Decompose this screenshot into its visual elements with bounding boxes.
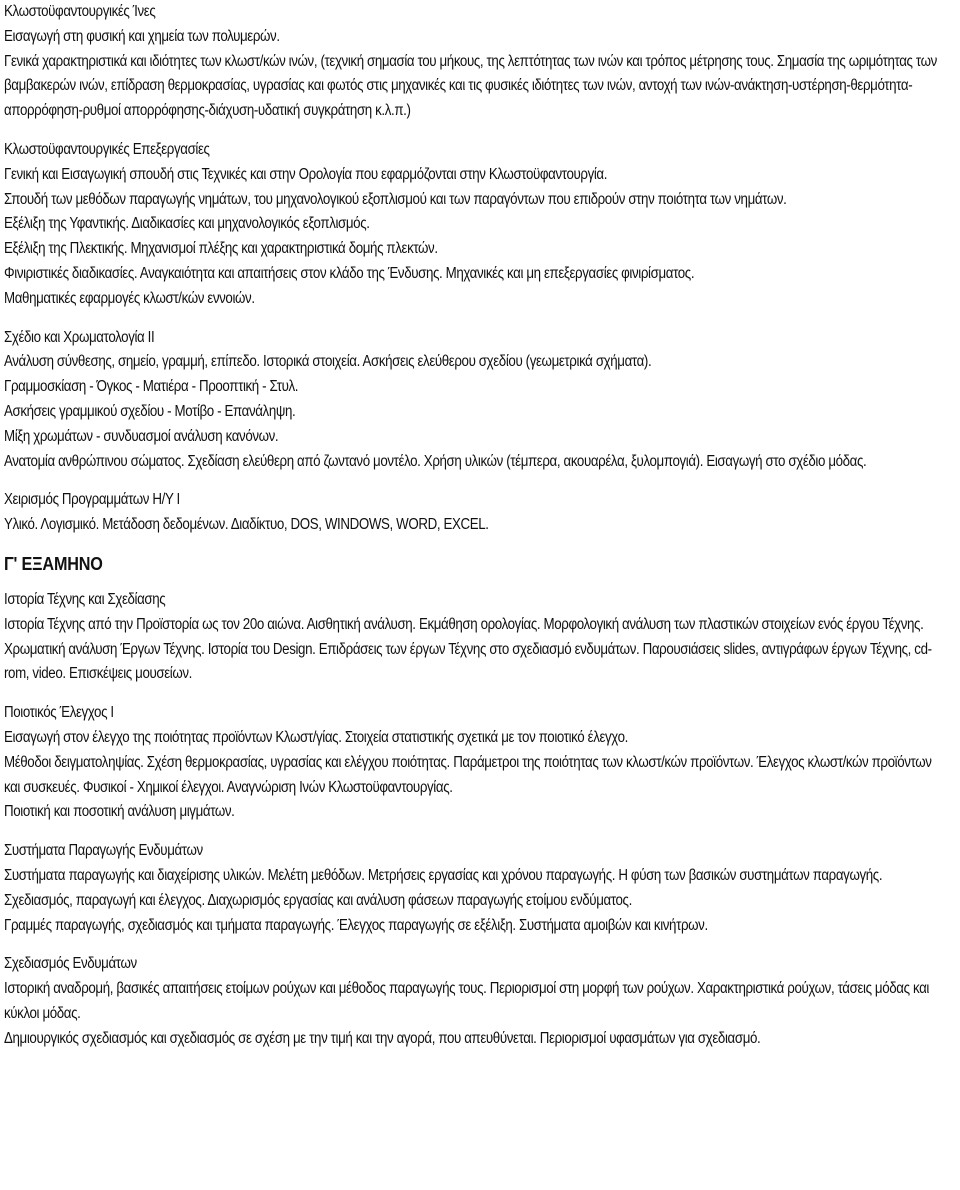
- paragraph: Σπουδή των μεθόδων παραγωγής νημάτων, του μηχανολογικού εξοπλισμού και των παραγόντων που επιδρούν στην ποιότητα των νημάτων.: [4, 190, 787, 208]
- paragraph: Εξέλιξη της Πλεκτικής. Μηχανισμοί πλέξης και χαρακτηριστικά δομής πλεκτών.: [4, 240, 438, 258]
- paragraph: Σχεδιασμός, παραγωγή και έλεγχος. Διαχωρισμός εργασίας και ανάλυση φάσεων παραγωγής ετοίμου ενδύματος.: [4, 891, 632, 909]
- paragraph: Γραμμοσκίαση - Όγκος - Ματιέρα - Προοπτική - Στυλ.: [4, 378, 299, 396]
- spacer: [4, 825, 948, 839]
- section-art-history: [4, 588, 948, 687]
- course-title: Σχεδιασμός Ενδυμάτων: [4, 955, 137, 973]
- paragraph: Μέθοδοι δειγματοληψίας. Σχέση θερμοκρασίας, υγρασίας και ελέγχου ποιότητας. Παράμετροι της ποιότητας των κλωστ/κών προϊόντων. Έλεγχος κλωστ/κών προϊόντων και συσκευές. Φυσικοί - Χημικοί έλεγχοι. Αναγνώριση Ινών Κλωστοϋφαντουργίας.: [4, 753, 932, 796]
- paragraph: Ασκήσεις γραμμικού σχεδίου - Μοτίβο - Επανάληψη.: [4, 402, 296, 420]
- paragraph: Συστήματα παραγωγής και διαχείρισης υλικών. Μελέτη μεθόδων. Μετρήσεις εργασίας και χρόνου παραγωγής. Η φύση των βασικών συστημάτων παραγωγής.: [4, 866, 883, 884]
- semester-heading: Γ' ΕΞΑΜΗΝΟ: [4, 553, 103, 574]
- paragraph: Γενική και Εισαγωγική σπουδή στις Τεχνικές και στην Ορολογία που εφαρμόζονται στην Κλωστοϋφαντουργία.: [4, 165, 608, 183]
- course-title: Ποιοτικός Έλεγχος Ι: [4, 704, 114, 722]
- course-title: Κλωστοϋφαντουργικές Επεξεργασίες: [4, 140, 210, 158]
- paragraph: Ποιοτική και ποσοτική ανάλυση μιγμάτων.: [4, 803, 235, 821]
- paragraph: Ανάλυση σύνθεσης, σημείο, γραμμή, επίπεδο. Ιστορικά στοιχεία. Ασκήσεις ελεύθερου σχεδίου (γεωμετρικά σχήματα).: [4, 353, 652, 371]
- section-textile-fibers: [4, 0, 948, 124]
- paragraph: Ιστορία Τέχνης από την Προϊστορία ως τον 20ο αιώνα. Αισθητική ανάλυση. Εκμάθηση ορολογίας. Μορφολογική ανάλυση των πλαστικών στοιχείων ενός έργου Τέχνης. Χρωματική ανάλυση Έργων Τέχνης. Ιστορία του Design. Επιδράσεις των έργων Τέχνης στο σχεδιασμό ενδυμάτων. Παρουσιάσεις slides, αντιγράφων έργων Τέχνης, cd-rom, video. Επισκέψεις μουσείων.: [4, 615, 932, 683]
- paragraph: Γραμμές παραγωγής, σχεδιασμός και τμήματα παραγωγής. Έλεγχος παραγωγής σε εξέλιξη. Συστήματα αμοιβών και κινήτρων.: [4, 916, 708, 934]
- paragraph: Ανατομία ανθρώπινου σώματος. Σχεδίαση ελεύθερη από ζωντανό μοντέλο. Χρήση υλικών (τέμπερα, ακουαρέλα, ξυλομπογιά). Εισαγωγή στο σχέδιο μόδας.: [4, 452, 867, 470]
- paragraph: Ιστορική αναδρομή, βασικές απαιτήσεις ετοίμων ρούχων και μέθοδος παραγωγής τους. Περιορισμοί στη μορφή των ρούχων. Χαρακτηριστικά ρούχων, τάσεις μόδας και κύκλοι μόδας.: [4, 980, 929, 1022]
- section-quality-control: [4, 701, 948, 825]
- course-title: Χειρισμός Προγραμμάτων Η/Υ Ι: [4, 491, 180, 509]
- section-garment-design: [4, 952, 948, 1051]
- section-textile-processing: [4, 138, 948, 312]
- spacer: [4, 687, 948, 701]
- paragraph: Μίξη χρωμάτων - συνδυασμοί ανάλυση κανόνων.: [4, 427, 279, 445]
- spacer: [4, 474, 948, 488]
- course-title: Ιστορία Τέχνης και Σχεδίασης: [4, 590, 166, 608]
- spacer: [4, 938, 948, 952]
- paragraph: Δημιουργικός σχεδιασμός και σχεδιασμός σε σχέση με την τιμή και την αγορά, που απευθύνεται. Περιορισμοί υφασμάτων για σχεδιασμό.: [4, 1029, 761, 1047]
- course-title: Σχέδιο και Χρωματολογία ΙΙ: [4, 328, 155, 346]
- paragraph: Εισαγωγή στον έλεγχο της ποιότητας προϊόντων Κλωστ/γίας. Στοιχεία στατιστικής σχετικά με τον ποιοτικό έλεγχο.: [4, 728, 628, 746]
- paragraph: Υλικό. Λογισμικό. Μετάδοση δεδομένων. Διαδίκτυο, DOS, WINDOWS, WORD, EXCEL.: [4, 516, 489, 534]
- paragraph: Εξέλιξη της Υφαντικής. Διαδικασίες και μηχανολογικός εξοπλισμός.: [4, 215, 370, 233]
- paragraph: Γενικά χαρακτηριστικά και ιδιότητες των κλωστ/κών ινών, (τεχνική σημασία του μήκους, της λεπτότητας των ινών και τρόπος μέτρησης τους. Σημασία της ωριμότητας των βαμβακερών ινών, επίδραση θερμοκρασίας, υγρασίας και φωτός στις μηχανικές και τις φυσικές ιδιότητες των ινών, αντοχή των ινών-ανάκτηση-υστέρηση-θερμότητα-απορρόφηση-ρυθμοί απορρόφησης-διάχυση-υδατική συγκράτηση κ.λ.π.): [4, 52, 937, 120]
- section-computer-programs: [4, 488, 948, 538]
- paragraph: Φινιριστικές διαδικασίες. Αναγκαιότητα και απαιτήσεις στον κλάδο της Ένδυσης. Μηχανικές και μη επεξεργασίες φινιρίσματος.: [4, 264, 695, 282]
- paragraph: Εισαγωγή στη φυσική και χημεία των πολυμερών.: [4, 27, 280, 45]
- section-drawing-color: [4, 326, 948, 475]
- course-title: Κλωστοϋφαντουργικές Ίνες: [4, 3, 156, 20]
- paragraph: Μαθηματικές εφαρμογές κλωστ/κών εννοιών.: [4, 289, 255, 307]
- spacer: [4, 124, 948, 138]
- section-production-systems: [4, 839, 948, 938]
- course-title: Συστήματα Παραγωγής Ενδυμάτων: [4, 842, 203, 860]
- spacer: [4, 312, 948, 326]
